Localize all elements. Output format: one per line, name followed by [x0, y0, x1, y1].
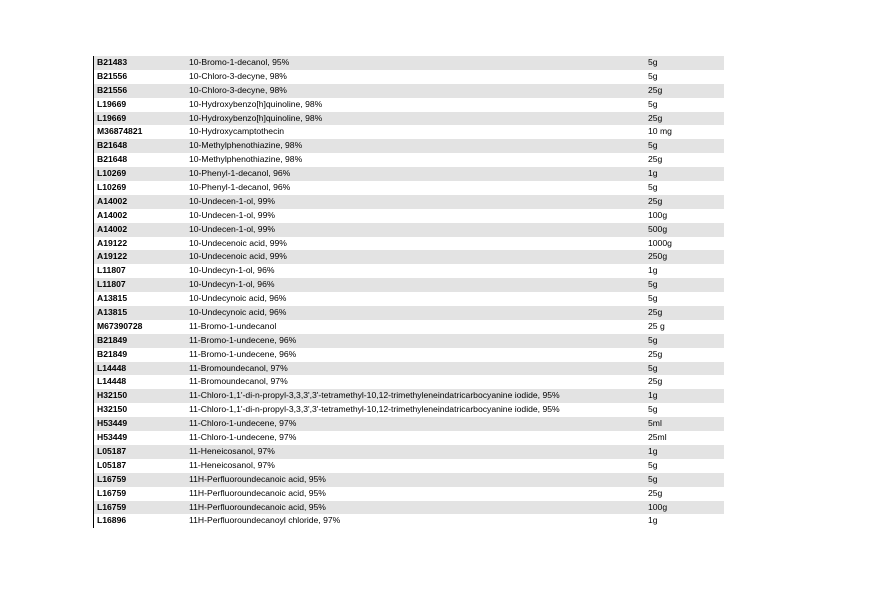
- table-row: [94, 459, 724, 473]
- product-code: H53449: [97, 418, 128, 429]
- product-description: 10-Undecenoic acid, 99%: [189, 237, 287, 248]
- product-code: B21849: [97, 334, 128, 345]
- package-size: 5g: [648, 473, 658, 484]
- product-description: 11-Bromo-1-undecene, 96%: [189, 348, 297, 359]
- package-size: 100g: [648, 501, 668, 512]
- product-code: L10269: [97, 168, 127, 179]
- package-size: 5g: [648, 279, 658, 290]
- product-description: 10-Undecen-1-ol, 99%: [189, 209, 275, 220]
- product-description: 10-Hydroxybenzo[h]quinoline, 98%: [189, 98, 323, 109]
- package-size: 5g: [648, 140, 658, 151]
- product-code: L14448: [97, 376, 127, 387]
- package-size: 5g: [648, 70, 658, 81]
- table-row: [94, 223, 724, 237]
- package-size: 25g: [648, 348, 663, 359]
- product-description: 10-Phenyl-1-decanol, 96%: [189, 182, 291, 193]
- package-size: 5ml: [648, 418, 662, 429]
- product-code: B21483: [97, 57, 128, 67]
- product-description: 10-Undecynoic acid, 96%: [189, 307, 287, 318]
- table-row: [94, 181, 724, 195]
- product-description: 11H-Perfluoroundecanoic acid, 95%: [189, 501, 326, 512]
- product-description: 11-Chloro-1,1'-di-n-propyl-3,3,3',3'-tetramethyl-10,12-trimethyleneindatricarbocyanine iodide, 95%: [189, 390, 560, 401]
- table-row: [94, 112, 724, 126]
- table-row: [94, 153, 724, 167]
- package-size: 25g: [648, 487, 663, 498]
- table-row: [94, 362, 724, 376]
- product-code: B21849: [97, 348, 128, 359]
- product-description: 10-Undecynoic acid, 96%: [189, 293, 287, 304]
- product-description: 11-Heneicosanol, 97%: [189, 459, 275, 470]
- product-code: L16759: [97, 473, 127, 484]
- package-size: 25g: [648, 112, 663, 123]
- table-row: [94, 514, 724, 528]
- package-size: 5g: [648, 57, 658, 67]
- product-description: 11-Bromo-1-undecanol: [189, 320, 277, 331]
- product-description: 10-Undecen-1-ol, 99%: [189, 195, 275, 206]
- table-row: [94, 278, 724, 292]
- package-size: 250g: [648, 251, 668, 262]
- package-size: 100g: [648, 209, 668, 220]
- table-row: [94, 403, 724, 417]
- table-row: [94, 334, 724, 348]
- product-code: A14002: [97, 223, 128, 234]
- product-description: 10-Undecyn-1-ol, 96%: [189, 279, 275, 290]
- table-row: [94, 348, 724, 362]
- package-size: 1g: [648, 390, 658, 401]
- product-code: L19669: [97, 112, 127, 123]
- package-size: 1g: [648, 445, 658, 456]
- table-row: [94, 389, 724, 403]
- product-code: A14002: [97, 209, 128, 220]
- table-row: [94, 292, 724, 306]
- product-code: H32150: [97, 390, 128, 401]
- package-size: 25g: [648, 307, 663, 318]
- product-code: A13815: [97, 307, 128, 318]
- product-description: 11-Chloro-1-undecene, 97%: [189, 432, 297, 443]
- product-code: H53449: [97, 432, 128, 443]
- table-row: [94, 501, 724, 515]
- table-row: [94, 237, 724, 251]
- product-code: L19669: [97, 98, 127, 109]
- table-row: [94, 320, 724, 334]
- product-table: [93, 56, 724, 528]
- table-row: [94, 195, 724, 209]
- package-size: 25 g: [648, 320, 665, 331]
- product-code: L16759: [97, 501, 127, 512]
- package-size: 25g: [648, 195, 663, 206]
- product-code: L10269: [97, 182, 127, 193]
- product-description: 10-Undecenoic acid, 99%: [189, 251, 287, 262]
- table-row: [94, 264, 724, 278]
- table-row: [94, 98, 724, 112]
- product-description: 11-Chloro-1-undecene, 97%: [189, 418, 297, 429]
- product-code: A19122: [97, 237, 128, 248]
- package-size: 5g: [648, 404, 658, 415]
- product-code: B21648: [97, 140, 128, 151]
- table-row: [94, 417, 724, 431]
- product-description: 10-Undecen-1-ol, 99%: [189, 223, 275, 234]
- table-row: [94, 250, 724, 264]
- product-description: 11-Bromoundecanol, 97%: [189, 376, 288, 387]
- product-description: 11-Heneicosanol, 97%: [189, 445, 275, 456]
- package-size: 5g: [648, 334, 658, 345]
- table-row: [94, 167, 724, 181]
- package-size: 500g: [648, 223, 668, 234]
- product-code: B21648: [97, 154, 128, 165]
- product-code: B21556: [97, 70, 128, 81]
- product-code: M67390728: [97, 320, 143, 331]
- table-row: [94, 139, 724, 153]
- product-description: 11H-Perfluoroundecanoic acid, 95%: [189, 473, 326, 484]
- package-size: 25g: [648, 84, 663, 95]
- product-description: 10-Phenyl-1-decanol, 96%: [189, 168, 291, 179]
- product-code: L14448: [97, 362, 127, 373]
- table-row: [94, 375, 724, 389]
- product-code: A14002: [97, 195, 128, 206]
- table-row: [94, 445, 724, 459]
- product-description: 11H-Perfluoroundecanoyl chloride, 97%: [189, 515, 341, 526]
- package-size: 25ml: [648, 432, 667, 443]
- product-description: 10-Hydroxybenzo[h]quinoline, 98%: [189, 112, 323, 123]
- table-row: [94, 431, 724, 445]
- table-row: [94, 56, 724, 70]
- package-size: 10 mg: [648, 126, 672, 137]
- product-description: 10-Chloro-3-decyne, 98%: [189, 84, 287, 95]
- package-size: 5g: [648, 362, 658, 373]
- table-row: [94, 125, 724, 139]
- product-code: A13815: [97, 293, 128, 304]
- product-code: L16896: [97, 515, 127, 526]
- table-row: [94, 209, 724, 223]
- product-description: 10-Bromo-1-decanol, 95%: [189, 57, 290, 67]
- product-code: L05187: [97, 445, 127, 456]
- table-row: [94, 84, 724, 98]
- product-description: 10-Chloro-3-decyne, 98%: [189, 70, 287, 81]
- product-description: 11-Bromo-1-undecene, 96%: [189, 334, 297, 345]
- table-row: [94, 473, 724, 487]
- product-code: B21556: [97, 84, 128, 95]
- table-row: [94, 70, 724, 84]
- product-description: 10-Hydroxycamptothecin: [189, 126, 285, 137]
- product-description: 10-Undecyn-1-ol, 96%: [189, 265, 275, 276]
- product-code: L16759: [97, 487, 127, 498]
- table-row: [94, 487, 724, 501]
- package-size: 5g: [648, 293, 658, 304]
- package-size: 25g: [648, 154, 663, 165]
- product-code: M36874821: [97, 126, 143, 137]
- product-description: 11-Bromoundecanol, 97%: [189, 362, 288, 373]
- package-size: 1g: [648, 265, 658, 276]
- product-code: H32150: [97, 404, 128, 415]
- package-size: 5g: [648, 182, 658, 193]
- package-size: 5g: [648, 459, 658, 470]
- product-code: A19122: [97, 251, 128, 262]
- product-description: 11-Chloro-1,1'-di-n-propyl-3,3,3',3'-tetramethyl-10,12-trimethyleneindatricarbocyanine iodide, 95%: [189, 404, 560, 415]
- product-code: L11807: [97, 279, 126, 290]
- product-description: 11H-Perfluoroundecanoic acid, 95%: [189, 487, 326, 498]
- package-size: 1000g: [648, 237, 672, 248]
- product-code: L11807: [97, 265, 126, 276]
- product-code: L05187: [97, 459, 127, 470]
- table-row: [94, 306, 724, 320]
- product-description: 10-Methylphenothiazine, 98%: [189, 154, 303, 165]
- package-size: 25g: [648, 376, 663, 387]
- package-size: 1g: [648, 168, 658, 179]
- package-size: 1g: [648, 515, 658, 526]
- package-size: 5g: [648, 98, 658, 109]
- product-description: 10-Methylphenothiazine, 98%: [189, 140, 303, 151]
